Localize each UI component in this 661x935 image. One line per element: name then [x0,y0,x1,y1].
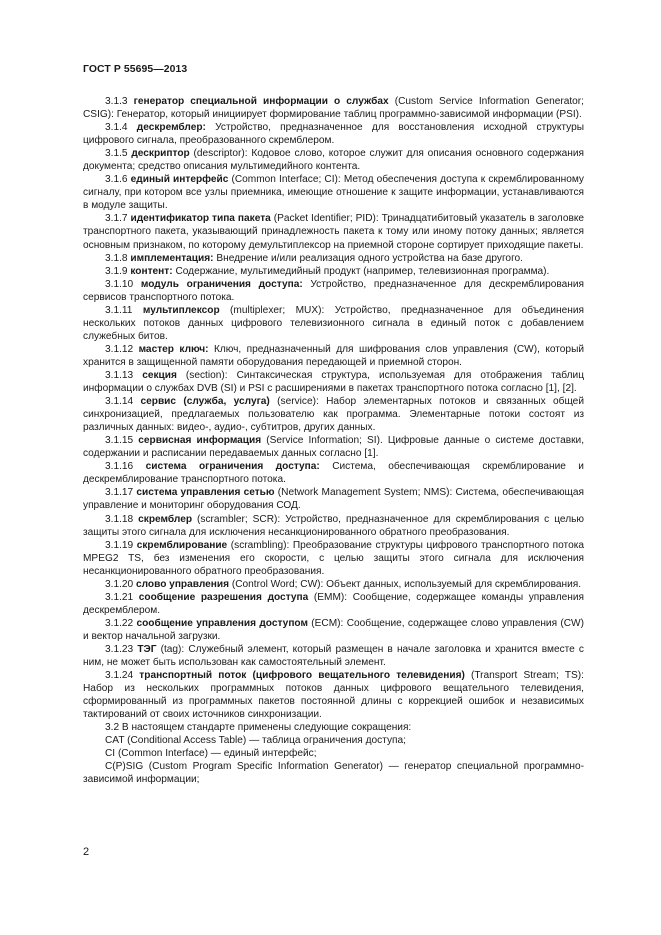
definition-term: слово управления [135,578,230,590]
definition-number: 3.1.6 [105,174,128,186]
definition-item [83,304,584,343]
definition-number: 3.1.17 [105,487,134,499]
definition-item [83,513,584,539]
definition-number: 3.1.10 [105,278,134,290]
abbreviation-item: CI (Common Interface) — единый интерфейс; [105,748,317,760]
definition-text: (EMM): Сообщение, содержащее команды управления дескремблером. [83,591,584,616]
definition-text: (multiplexer; MUX): Устройство, предназначенное для объединения нескольких потоков данных цифрового телевизионного сигнала в единый поток с добавлением служебных битов. [83,304,584,342]
definition-number: 3.1.12 [105,343,134,355]
definition-number: 3.1.11 [105,304,133,316]
document-header: ГОСТ Р 55695—2013 [83,64,188,75]
definition-term: сервис (служба, услуга) [140,396,270,408]
definition-text: (service): Набор элементарных потоков и связанных общей синхронизацией, предлагаемых пользователю как программа. Элементарные потоки состоят из различных данных: видео-, аудио-, субтитров, других данных. [83,396,584,434]
definition-item [83,252,584,265]
definition-text: (section): Синтаксическая структура, используемая для отображения таблиц информации о службах DVB (SI) и PSI с расширениями в пакетах транспортного потока согласно [1], [2]. [83,369,584,395]
definition-term: дескриптор [131,148,190,160]
definition-term: контент: [130,265,173,277]
definition-item [83,95,584,121]
definition-term: имплементация: [130,252,214,264]
definition-text: Система, обеспечивающая скремблирование и дескремблирование транспортного потока. [83,461,584,486]
definition-item [83,578,584,591]
abbreviation-item: CAT (Conditional Access Table) — таблица ограничения доступа; [105,735,406,747]
definition-text: (Service Information; SI). Цифровые данные о системе доставки, содержании и расписании передаваемых данных согласно [1]. [83,435,585,460]
definition-term: скремблер [138,513,193,525]
definition-item [83,278,584,304]
definition-item [83,434,584,460]
definition-item [83,460,584,486]
definition-item [83,395,584,434]
definition-text: (Network Management System; NMS): Система, обеспечивающая управление и мониторинг оборудования СОД. [83,487,584,512]
definition-term: скремблирование [136,539,228,551]
definition-number: 3.1.14 [105,396,134,408]
definition-number: 3.1.22 [105,617,134,629]
definition-item [83,147,584,173]
definition-term: сервисная информация [138,435,262,447]
definition-term: система ограничения доступа: [145,461,320,473]
definition-term: мультиплексор [142,304,220,316]
definition-text: Внедрение и/или реализация одного устройства на базе другого. [213,252,523,264]
definition-number: 3.1.21 [105,591,134,603]
definition-term: система управления сетью [136,487,275,499]
definition-item [83,643,584,669]
definition-term: сообщение управления доступом [136,617,308,629]
definition-item [83,617,584,643]
definition-text: (ECM): Сообщение, содержащее слово управления (CW) и вектор начальной загрузки. [83,617,584,642]
document-body [83,95,584,786]
definition-text: Содержание, мультимедийный продукт (например, телевизионная программа). [172,265,550,277]
definition-term: транспортный поток (цифрового вещательного телевидения) [139,670,465,682]
definition-text: (Custom Service Information Generator; CSIG): Генератор, который инициирует формирование таблиц программно-зависимой информации (PSI). [83,96,584,121]
page-number: 2 [83,846,90,858]
definition-item [83,486,584,512]
definition-number: 3.1.19 [105,539,134,551]
definition-item [83,369,584,395]
definition-item [83,173,584,212]
abbreviation-item: C(P)SIG (Custom Program Specific Information Generator) — генератор специальной программно-зависимой информации; [83,761,584,786]
definition-text: (tag): Служебный элемент, который размещен в начале заголовка и хранится вместе с ним, не может быть использован как самостоятельный элемент. [83,643,584,669]
definition-text: (scrambler; SCR): Устройство, предназначенное для скремблирования с целью защиты этого сигнала для исключения несанкционированного обратного преобразования. [83,513,584,538]
definition-item [83,343,584,369]
definition-term: единый интерфейс [130,174,229,186]
definition-term: генератор специальной информации о службах [133,96,389,107]
definition-text: (descriptor): Кодовое слово, которое служит для описания основного содержания документа; средство описания мультимедийного контента. [83,148,584,173]
definition-term: мастер ключ: [138,343,209,355]
definition-number: 3.1.20 [105,578,134,590]
definition-text: (Transport Stream; TS): Набор из нескольких программных потоков данных цифрового вещательного телевидения, сформированный из программных пакетов постоянной длины с коррекцией ошибок и независимых тактирований от своих источников синхронизации. [83,670,584,721]
definition-number: 3.1.9 [105,265,128,277]
definition-number: 3.1.16 [105,461,134,473]
definition-number: 3.1.24 [105,670,134,682]
definition-item [83,539,584,578]
definition-number: 3.1.15 [105,435,134,447]
definition-text: Устройство, предназначенное для дескремблирования сервисов транспортного потока. [83,278,584,303]
abbreviations-list [83,734,584,786]
definition-text: (Control Word; CW): Объект данных, используемый для скремблирования. [229,578,582,590]
definition-text: (Common Interface; CI): Метод обеспечения доступа к скремблированному сигналу, при котором все узлы приемника, имеющие отношение к защите информации, устанавливаются в модуле защиты. [83,174,584,212]
definition-term: дескремблер: [136,122,206,134]
definition-item [83,121,584,147]
definition-text: Устройство, предназначенное для восстановления исходной структуры цифрового сигнала, преобразованного скремблером. [83,122,584,147]
definition-item [83,591,584,617]
definition-term: модуль ограничения доступа: [140,278,303,290]
definition-number: 3.1.4 [105,122,128,134]
definition-item [83,265,584,278]
definition-number: 3.1.5 [105,148,128,160]
definitions-list [83,95,584,721]
definition-text: Ключ, предназначенный для шифрования слов управления (CW), который хранится в защищенной памяти оборудования передающей и приемной сторон. [83,343,584,368]
definition-number: 3.1.13 [105,369,134,381]
definition-term: секция [142,369,177,381]
definition-number: 3.1.18 [105,513,134,525]
definition-number: 3.1.8 [105,252,128,264]
definition-text: (Packet Identifier; PID): Тринадцатибитовый указатель в заголовке транспортного пакета, указывающий принадлежность пакета к тому или иному потоку данных; является основным признаком, по которому демультиплексор на приемной стороне сортирует приходящие пакеты. [83,213,585,251]
definition-item [83,212,584,251]
definition-term: сообщение разрешения доступа [138,591,309,603]
definition-item [83,669,584,721]
definition-text: (scrambling): Преобразование структуры цифрового транспортного потока MPEG2 TS, без изменения его скорости, с целью защиты этого сигнала для исключения несанкционированного обратного преобразования. [83,539,584,577]
definition-term: идентификатор типа пакета [130,213,271,225]
abbreviations-intro: 3.2 В настоящем стандарте применены следующие сокращения: [105,722,412,734]
definition-term: ТЭГ [137,643,157,655]
definition-number: 3.1.7 [105,213,128,225]
definition-number: 3.1.23 [105,643,134,655]
definition-number: 3.1.3 [105,96,128,107]
